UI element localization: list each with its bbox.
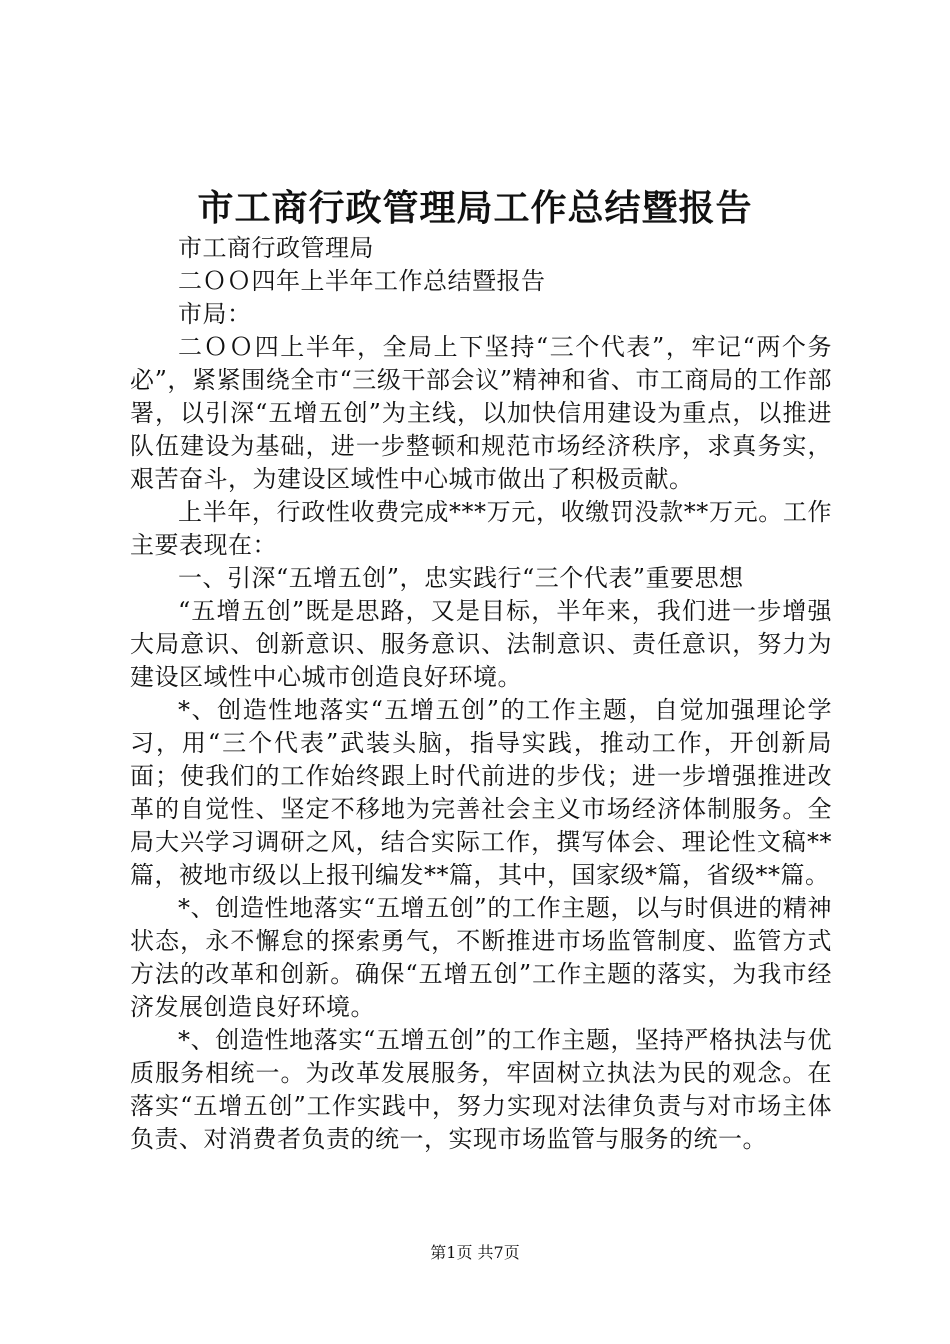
paragraph-item-1: *、创造性地落实“五增五创”的工作主题，自觉加强理论学习，用“三个代表”武装头脑，指导实践，推动工作，开创新局面；使我们的工作始终跟上时代前进的步伐；进一步增强推进改革的自觉性、坚定不移地为完善社会主义市场经济体制服务。全局大兴学习调研之风，结合实际工作，撰写体会、理论性文稿**篇，被地市级以上报刊编发**篇，其中，国家级*篇，省级**篇。 <box>130 696 832 889</box>
paragraph-revenue: 上半年，行政性收费完成***万元，收缴罚没款**万元。工作主要表现在： <box>130 498 832 559</box>
section-heading-1: 一、引深“五增五创”，忠实践行“三个代表”重要思想 <box>178 564 744 592</box>
paragraph-salutation: 市局： <box>178 300 252 328</box>
paragraph-section-1-intro: “五增五创”既是思路，又是目标，半年来，我们进一步增强大局意识、创新意识、服务意识、法制意识、责任意识，努力为建设区域性中心城市创造良好环境。 <box>130 597 832 691</box>
paragraph-intro: 二ＯＯ四上半年，全局上下坚持“三个代表”，牢记“两个务必”，紧紧围绕全市“三级干部会议”精神和省、市工商局的工作部署，以引深“五增五创”为主线，以加快信用建设为重点，以推进队伍建设为基础，进一步整顿和规范市场经济秩序，求真务实，艰苦奋斗，为建设区域性中心城市做出了积极贡献。 <box>130 333 832 493</box>
document-body <box>130 232 832 1156</box>
page-number-footer: 第1页 共7页 <box>430 1243 520 1262</box>
paragraph-item-3: *、创造性地落实“五增五创”的工作主题，坚持严格执法与优质服务相统一。为改革发展服务，牢固树立执法为民的观念。在落实“五增五创”工作实践中，努力实现对法律负责与对市场主体负责、对消费者负责的统一，实现市场监管与服务的统一。 <box>130 1026 832 1153</box>
document-title: 市工商行政管理局工作总结暨报告 <box>197 187 753 229</box>
paragraph-report-subtitle: 二ＯＯ四年上半年工作总结暨报告 <box>178 267 546 295</box>
paragraph-org-name: 市工商行政管理局 <box>178 234 374 262</box>
paragraph-item-2: *、创造性地落实“五增五创”的工作主题，以与时俱进的精神状态，永不懈怠的探索勇气，不断推进市场监管制度、监管方式方法的改革和创新。确保“五增五创”工作主题的落实，为我市经济发展创造良好环境。 <box>130 894 832 1021</box>
